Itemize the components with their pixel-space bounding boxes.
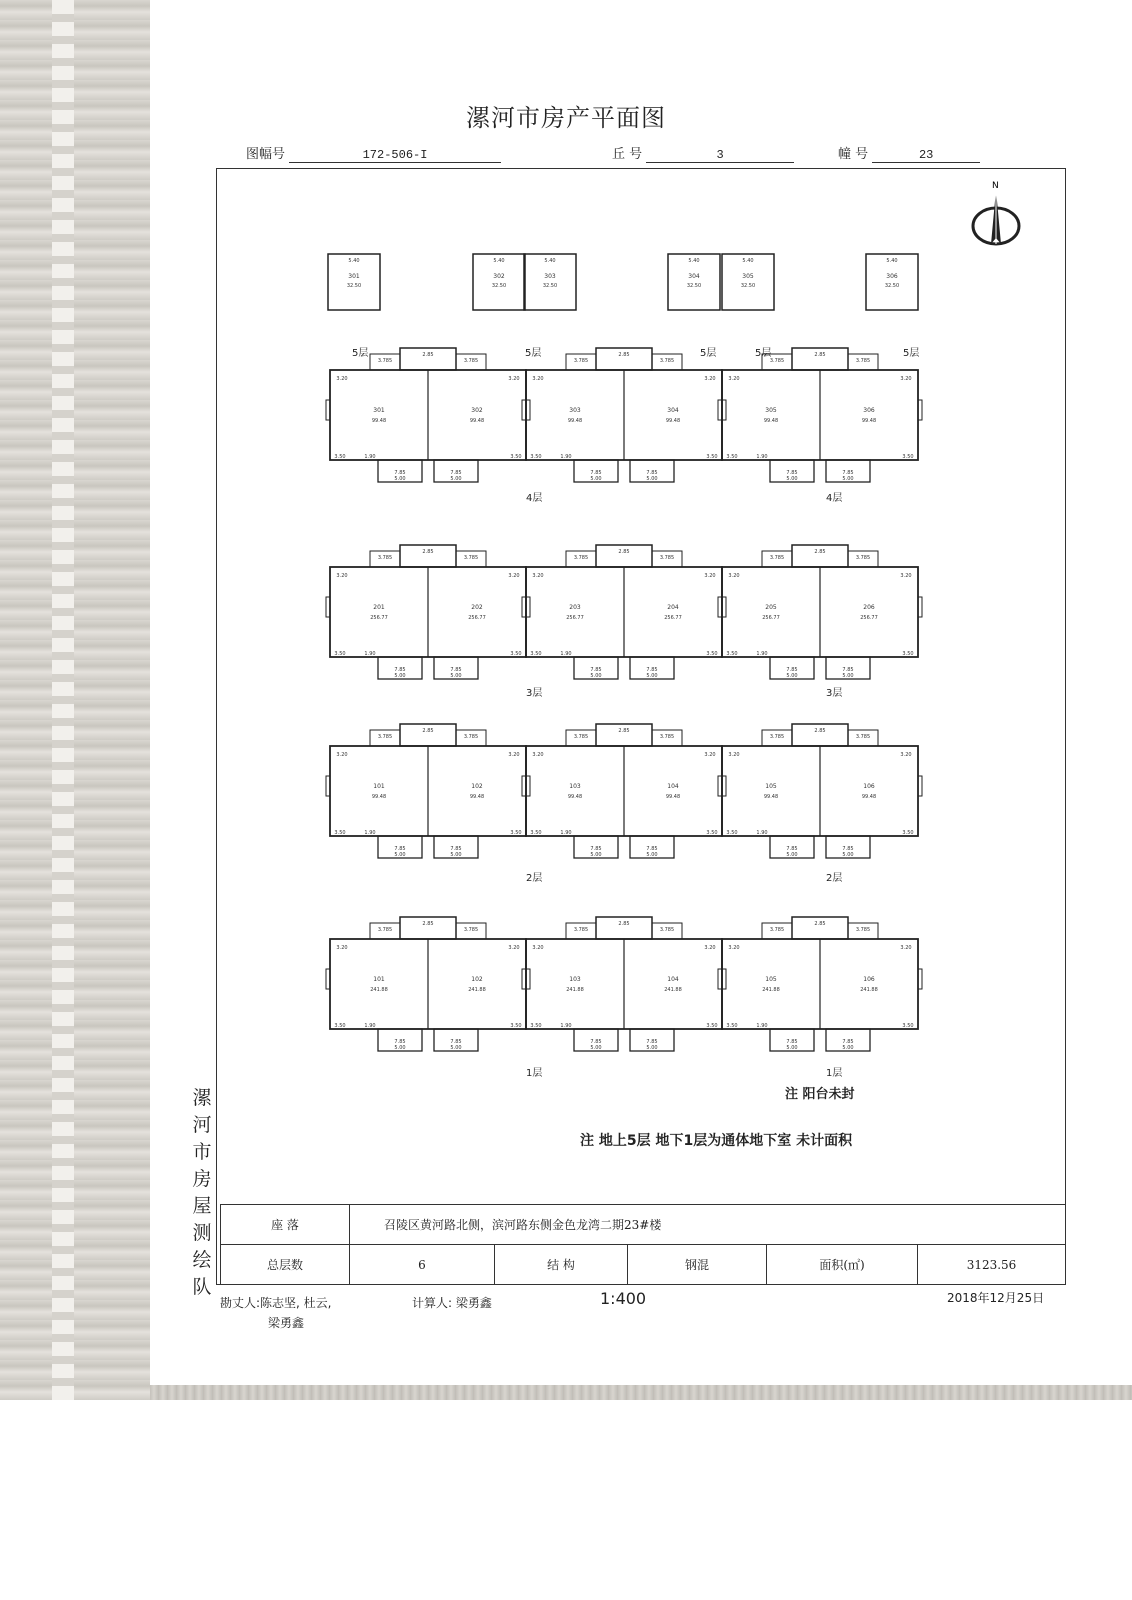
dimension-label: 3.20 bbox=[508, 573, 520, 579]
dimension-label: 3.50 bbox=[334, 1023, 346, 1029]
dimension-label: 7.85 bbox=[450, 846, 462, 852]
dimension-label: 5.00 bbox=[842, 476, 854, 482]
dimension-label: 1.90 bbox=[756, 651, 768, 657]
unit-number: 105 bbox=[765, 976, 777, 983]
dimension-label: 7.85 bbox=[786, 846, 798, 852]
dimension-label: 3.20 bbox=[532, 945, 544, 951]
unit-number: 204 bbox=[667, 604, 679, 611]
dimension-label: 5.00 bbox=[394, 1045, 406, 1051]
unit-area: 99.48 bbox=[763, 418, 779, 424]
document-title: 漯河市房产平面图 bbox=[466, 104, 666, 132]
dimension-label: 3.785 bbox=[659, 927, 675, 933]
unit-area: 241.88 bbox=[468, 987, 486, 993]
dimension-label: 3.785 bbox=[573, 358, 589, 364]
dimension-label: 3.20 bbox=[900, 945, 912, 951]
dimension-label: 3.50 bbox=[510, 651, 522, 657]
dimension-label: 3.50 bbox=[726, 1023, 738, 1029]
dimension-label: 5.00 bbox=[842, 673, 854, 679]
unit-number: 202 bbox=[471, 604, 483, 611]
dimension-label: 3.785 bbox=[573, 927, 589, 933]
dimension-label: 7.85 bbox=[786, 667, 798, 673]
unit-area: 99.48 bbox=[567, 418, 583, 424]
dimension-label: 5.40 bbox=[742, 258, 754, 264]
dimension-label: 7.85 bbox=[450, 470, 462, 476]
dimension-label: 1.90 bbox=[560, 651, 572, 657]
dimension-label: 2.85 bbox=[422, 728, 434, 734]
hill-number-value: 3 bbox=[646, 148, 794, 163]
dimension-label: 3.785 bbox=[463, 734, 479, 740]
dimension-label: 7.85 bbox=[590, 470, 602, 476]
dimension-label: 3.50 bbox=[530, 454, 542, 460]
dimension-label: 5.00 bbox=[394, 852, 406, 858]
unit-number: 101 bbox=[373, 976, 385, 983]
dimension-label: 1.90 bbox=[560, 454, 572, 460]
dimension-label: 3.20 bbox=[728, 752, 740, 758]
dimension-label: 5.00 bbox=[450, 1045, 462, 1051]
dimension-label: 7.85 bbox=[842, 1039, 854, 1045]
dimension-label: 2.85 bbox=[618, 921, 630, 927]
dimension-label: 5.00 bbox=[842, 852, 854, 858]
dimension-label: 3.785 bbox=[855, 555, 871, 561]
dimension-label: 5.00 bbox=[450, 852, 462, 858]
dimension-label: 7.85 bbox=[590, 1039, 602, 1045]
unit-area: 99.48 bbox=[665, 794, 681, 800]
floor-label: 2层 bbox=[826, 873, 843, 884]
dimension-label: 3.20 bbox=[704, 376, 716, 382]
dimension-label: 7.85 bbox=[394, 470, 406, 476]
dimension-label: 3.50 bbox=[334, 651, 346, 657]
dimension-label: 3.50 bbox=[726, 651, 738, 657]
dimension-label: 1.90 bbox=[756, 830, 768, 836]
dimension-label: 5.00 bbox=[842, 1045, 854, 1051]
floor-blocks bbox=[326, 348, 922, 1051]
dimension-label: 7.85 bbox=[590, 667, 602, 673]
dimension-label: 5.00 bbox=[590, 673, 602, 679]
dimension-label: 3.20 bbox=[900, 376, 912, 382]
dimension-label: 1.90 bbox=[756, 454, 768, 460]
dimension-label: 7.85 bbox=[590, 846, 602, 852]
dimension-label: 3.20 bbox=[508, 376, 520, 382]
dimension-label: 3.50 bbox=[726, 830, 738, 836]
dimension-label: 5.00 bbox=[786, 1045, 798, 1051]
unit-area: 99.48 bbox=[469, 794, 485, 800]
dimension-label: 2.85 bbox=[422, 921, 434, 927]
dimension-label: 3.20 bbox=[704, 945, 716, 951]
dimension-label: 5.40 bbox=[886, 258, 898, 264]
dimension-label: 3.50 bbox=[334, 830, 346, 836]
dimension-label: 3.50 bbox=[334, 454, 346, 460]
dimension-label: 7.85 bbox=[450, 667, 462, 673]
unit-number: 306 bbox=[863, 407, 875, 414]
location-label: 座 落 bbox=[221, 1205, 350, 1245]
area-value: 3123.56 bbox=[918, 1245, 1066, 1285]
dimension-label: 3.50 bbox=[706, 830, 718, 836]
dimension-label: 3.20 bbox=[532, 752, 544, 758]
unit-area: 256.77 bbox=[664, 615, 682, 621]
dimension-label: 7.85 bbox=[450, 1039, 462, 1045]
dimension-label: 3.20 bbox=[336, 752, 348, 758]
floor-label: 4层 bbox=[826, 493, 843, 504]
dimension-label: 7.85 bbox=[786, 470, 798, 476]
unit-area: 99.48 bbox=[665, 418, 681, 424]
dimension-label: 5.00 bbox=[450, 476, 462, 482]
dimension-label: 3.20 bbox=[728, 376, 740, 382]
dimension-label: 5.00 bbox=[590, 476, 602, 482]
unit-area: 241.88 bbox=[664, 987, 682, 993]
dimension-label: 3.785 bbox=[463, 927, 479, 933]
dimension-label: 1.90 bbox=[560, 1023, 572, 1029]
dimension-label: 1.90 bbox=[364, 454, 376, 460]
dimension-label: 3.50 bbox=[726, 454, 738, 460]
dimension-label: 3.785 bbox=[573, 555, 589, 561]
dimension-label: 2.85 bbox=[422, 352, 434, 358]
unit-area: 99.48 bbox=[371, 794, 387, 800]
dimension-label: 7.85 bbox=[646, 846, 658, 852]
unit-area: 99.48 bbox=[861, 794, 877, 800]
dimension-label: 3.785 bbox=[463, 555, 479, 561]
dimension-label: 1.90 bbox=[364, 1023, 376, 1029]
unit-area: 99.48 bbox=[567, 794, 583, 800]
dimension-label: 2.85 bbox=[618, 352, 630, 358]
unit-area: 241.88 bbox=[860, 987, 878, 993]
basement-note: 注 地上5层 地下1层为通体地下室 未计面积 bbox=[580, 1133, 853, 1149]
dimension-label: 3.785 bbox=[377, 734, 393, 740]
floor-label: 1层 bbox=[826, 1068, 843, 1079]
dimension-label: 5.00 bbox=[450, 673, 462, 679]
building-number-value: 23 bbox=[872, 148, 980, 163]
unit-number: 105 bbox=[765, 783, 777, 790]
room-number: 303 bbox=[544, 273, 556, 280]
room-number: 306 bbox=[886, 273, 898, 280]
dimension-label: 3.20 bbox=[336, 945, 348, 951]
survey-date: 2018年12月25日 bbox=[947, 1291, 1045, 1305]
dimension-label: 5.00 bbox=[646, 476, 658, 482]
unit-number: 102 bbox=[471, 976, 483, 983]
surveyor-line2: 梁勇鑫 bbox=[268, 1316, 305, 1330]
floor-label: 1层 bbox=[526, 1068, 543, 1079]
dimension-label: 3.785 bbox=[377, 555, 393, 561]
dimension-label: 5.00 bbox=[786, 673, 798, 679]
dimension-label: 1.90 bbox=[560, 830, 572, 836]
room-number: 305 bbox=[742, 273, 754, 280]
surveyor-line1: 勘丈人:陈志坚, 杜云, bbox=[220, 1296, 332, 1310]
dimension-label: 3.50 bbox=[530, 1023, 542, 1029]
dimension-label: 5.40 bbox=[348, 258, 360, 264]
building-number-label: 幢 号 bbox=[838, 147, 869, 162]
dimension-label: 3.50 bbox=[530, 830, 542, 836]
dimension-label: 7.85 bbox=[842, 667, 854, 673]
structure-value: 钢混 bbox=[628, 1245, 767, 1285]
dimension-label: 3.785 bbox=[855, 734, 871, 740]
dimension-label: 7.85 bbox=[394, 667, 406, 673]
dimension-label: 3.50 bbox=[902, 651, 914, 657]
dimension-label: 7.85 bbox=[646, 1039, 658, 1045]
unit-number: 106 bbox=[863, 976, 875, 983]
dimension-label: 3.50 bbox=[902, 454, 914, 460]
calculator-name: 计算人: 梁勇鑫 bbox=[412, 1296, 492, 1310]
surveying-team-label: 漯 河 市 房 屋 测 绘 队 bbox=[192, 1087, 212, 1298]
dimension-label: 3.20 bbox=[336, 573, 348, 579]
dimension-label: 5.00 bbox=[646, 673, 658, 679]
unit-area: 99.48 bbox=[371, 418, 387, 424]
dimension-label: 3.785 bbox=[573, 734, 589, 740]
dimension-label: 3.20 bbox=[336, 376, 348, 382]
unit-area: 99.48 bbox=[469, 418, 485, 424]
dimension-label: 3.20 bbox=[900, 573, 912, 579]
dimension-label: 3.20 bbox=[508, 945, 520, 951]
surveyor-names bbox=[220, 1294, 332, 1331]
dimension-label: 3.50 bbox=[530, 651, 542, 657]
unit-area: 256.77 bbox=[860, 615, 878, 621]
floor-label: 3层 bbox=[826, 688, 843, 699]
unit-number: 103 bbox=[569, 976, 581, 983]
dimension-label: 3.785 bbox=[377, 358, 393, 364]
dimension-label: 3.50 bbox=[706, 1023, 718, 1029]
dimension-label: 3.785 bbox=[769, 555, 785, 561]
area-label: 面积(㎡) bbox=[767, 1245, 918, 1285]
floor-label: 5层 bbox=[352, 348, 369, 359]
floors-value: 6 bbox=[350, 1245, 495, 1285]
dimension-label: 2.85 bbox=[814, 549, 826, 555]
dimension-label: 5.00 bbox=[786, 852, 798, 858]
dimension-label: 5.40 bbox=[544, 258, 556, 264]
sheet-number-label: 图幅号 bbox=[246, 147, 286, 162]
top-floor-units bbox=[328, 254, 918, 310]
dimension-label: 3.785 bbox=[855, 927, 871, 933]
unit-area: 256.77 bbox=[370, 615, 388, 621]
dimension-label: 3.785 bbox=[659, 358, 675, 364]
dimension-label: 3.20 bbox=[900, 752, 912, 758]
room-area: 32.50 bbox=[542, 283, 558, 289]
unit-number: 104 bbox=[667, 783, 679, 790]
floor-label: 4层 bbox=[526, 493, 543, 504]
room-area: 32.50 bbox=[740, 283, 756, 289]
dimension-label: 3.785 bbox=[855, 358, 871, 364]
unit-area: 256.77 bbox=[762, 615, 780, 621]
dimension-label: 7.85 bbox=[394, 1039, 406, 1045]
floors-label: 总层数 bbox=[221, 1245, 350, 1285]
dimension-label: 7.85 bbox=[646, 667, 658, 673]
dimension-label: 3.20 bbox=[704, 752, 716, 758]
floor-label: 5层 bbox=[755, 348, 772, 359]
floor-label: 5层 bbox=[525, 348, 542, 359]
hill-number-label: 丘 号 bbox=[612, 147, 643, 162]
unit-number: 205 bbox=[765, 604, 777, 611]
unit-number: 206 bbox=[863, 604, 875, 611]
dimension-label: 7.85 bbox=[786, 1039, 798, 1045]
unit-area: 241.88 bbox=[762, 987, 780, 993]
dimension-label: 3.20 bbox=[728, 573, 740, 579]
dimension-label: 3.20 bbox=[532, 573, 544, 579]
dimension-label: 1.90 bbox=[364, 830, 376, 836]
dimension-label: 2.85 bbox=[618, 728, 630, 734]
room-area: 32.50 bbox=[686, 283, 702, 289]
dimension-label: 7.85 bbox=[842, 846, 854, 852]
dimension-label: 3.20 bbox=[508, 752, 520, 758]
property-info-table bbox=[220, 1204, 1066, 1285]
drawing-scale: 1:400 bbox=[600, 1289, 647, 1308]
dimension-label: 5.00 bbox=[590, 852, 602, 858]
dimension-label: 5.00 bbox=[394, 476, 406, 482]
room-area: 32.50 bbox=[491, 283, 507, 289]
dimension-label: 3.50 bbox=[510, 830, 522, 836]
unit-number: 203 bbox=[569, 604, 581, 611]
dimension-label: 5.00 bbox=[786, 476, 798, 482]
dimension-label: 5.00 bbox=[590, 1045, 602, 1051]
dimension-label: 3.20 bbox=[728, 945, 740, 951]
dimension-label: 7.85 bbox=[394, 846, 406, 852]
dimension-label: 3.785 bbox=[659, 555, 675, 561]
dimension-label: 2.85 bbox=[814, 921, 826, 927]
room-number: 301 bbox=[348, 273, 360, 280]
dimension-label: 3.785 bbox=[769, 358, 785, 364]
floor-label: 2层 bbox=[526, 873, 543, 884]
dimension-label: 1.90 bbox=[756, 1023, 768, 1029]
dimension-label: 3.50 bbox=[510, 1023, 522, 1029]
dimension-label: 3.50 bbox=[706, 651, 718, 657]
unit-number: 305 bbox=[765, 407, 777, 414]
unit-number: 304 bbox=[667, 407, 679, 414]
location-value: 召陵区黄河路北侧，滨河路东侧金色龙湾二期23#楼 bbox=[350, 1205, 1066, 1245]
floor-label: 5层 bbox=[700, 348, 717, 359]
unit-area: 99.48 bbox=[861, 418, 877, 424]
dimension-label: 1.90 bbox=[364, 651, 376, 657]
dimension-label: 3.20 bbox=[704, 573, 716, 579]
sheet-number-value: 172-506-I bbox=[289, 148, 501, 163]
unit-number: 101 bbox=[373, 783, 385, 790]
dimension-label: 3.50 bbox=[902, 1023, 914, 1029]
room-number: 304 bbox=[688, 273, 700, 280]
dimension-label: 3.785 bbox=[769, 927, 785, 933]
room-area: 32.50 bbox=[346, 283, 362, 289]
floor-label: 5层 bbox=[903, 348, 920, 359]
dimension-label: 3.785 bbox=[377, 927, 393, 933]
dimension-label: 3.50 bbox=[706, 454, 718, 460]
room-area: 32.50 bbox=[884, 283, 900, 289]
unit-number: 302 bbox=[471, 407, 483, 414]
dimension-label: 7.85 bbox=[842, 470, 854, 476]
dimension-label: 5.40 bbox=[688, 258, 700, 264]
unit-area: 256.77 bbox=[566, 615, 584, 621]
dimension-label: 3.785 bbox=[769, 734, 785, 740]
unit-number: 103 bbox=[569, 783, 581, 790]
unit-number: 301 bbox=[373, 407, 385, 414]
dimension-label: 3.20 bbox=[532, 376, 544, 382]
dimension-label: 3.50 bbox=[510, 454, 522, 460]
unit-area: 241.88 bbox=[566, 987, 584, 993]
unit-number: 201 bbox=[373, 604, 385, 611]
dimension-label: 2.85 bbox=[618, 549, 630, 555]
unit-number: 104 bbox=[667, 976, 679, 983]
dimension-label: 5.00 bbox=[394, 673, 406, 679]
floor-label: 3层 bbox=[526, 688, 543, 699]
dimension-label: 5.40 bbox=[493, 258, 505, 264]
dimension-label: 5.00 bbox=[646, 1045, 658, 1051]
dimension-label: 2.85 bbox=[422, 549, 434, 555]
unit-area: 99.48 bbox=[763, 794, 779, 800]
dimension-label: 7.85 bbox=[646, 470, 658, 476]
unit-number: 106 bbox=[863, 783, 875, 790]
unit-number: 303 bbox=[569, 407, 581, 414]
north-label: N bbox=[992, 181, 999, 191]
dimension-label: 2.85 bbox=[814, 352, 826, 358]
dimension-label: 3.50 bbox=[902, 830, 914, 836]
unit-area: 256.77 bbox=[468, 615, 486, 621]
dimension-label: 3.785 bbox=[463, 358, 479, 364]
room-number: 302 bbox=[493, 273, 505, 280]
dimension-label: 2.85 bbox=[814, 728, 826, 734]
balcony-note: 注 阳台未封 bbox=[785, 1087, 855, 1102]
unit-area: 241.88 bbox=[370, 987, 388, 993]
dimension-label: 5.00 bbox=[646, 852, 658, 858]
dimension-label: 3.785 bbox=[659, 734, 675, 740]
structure-label: 结 构 bbox=[495, 1245, 628, 1285]
unit-number: 102 bbox=[471, 783, 483, 790]
